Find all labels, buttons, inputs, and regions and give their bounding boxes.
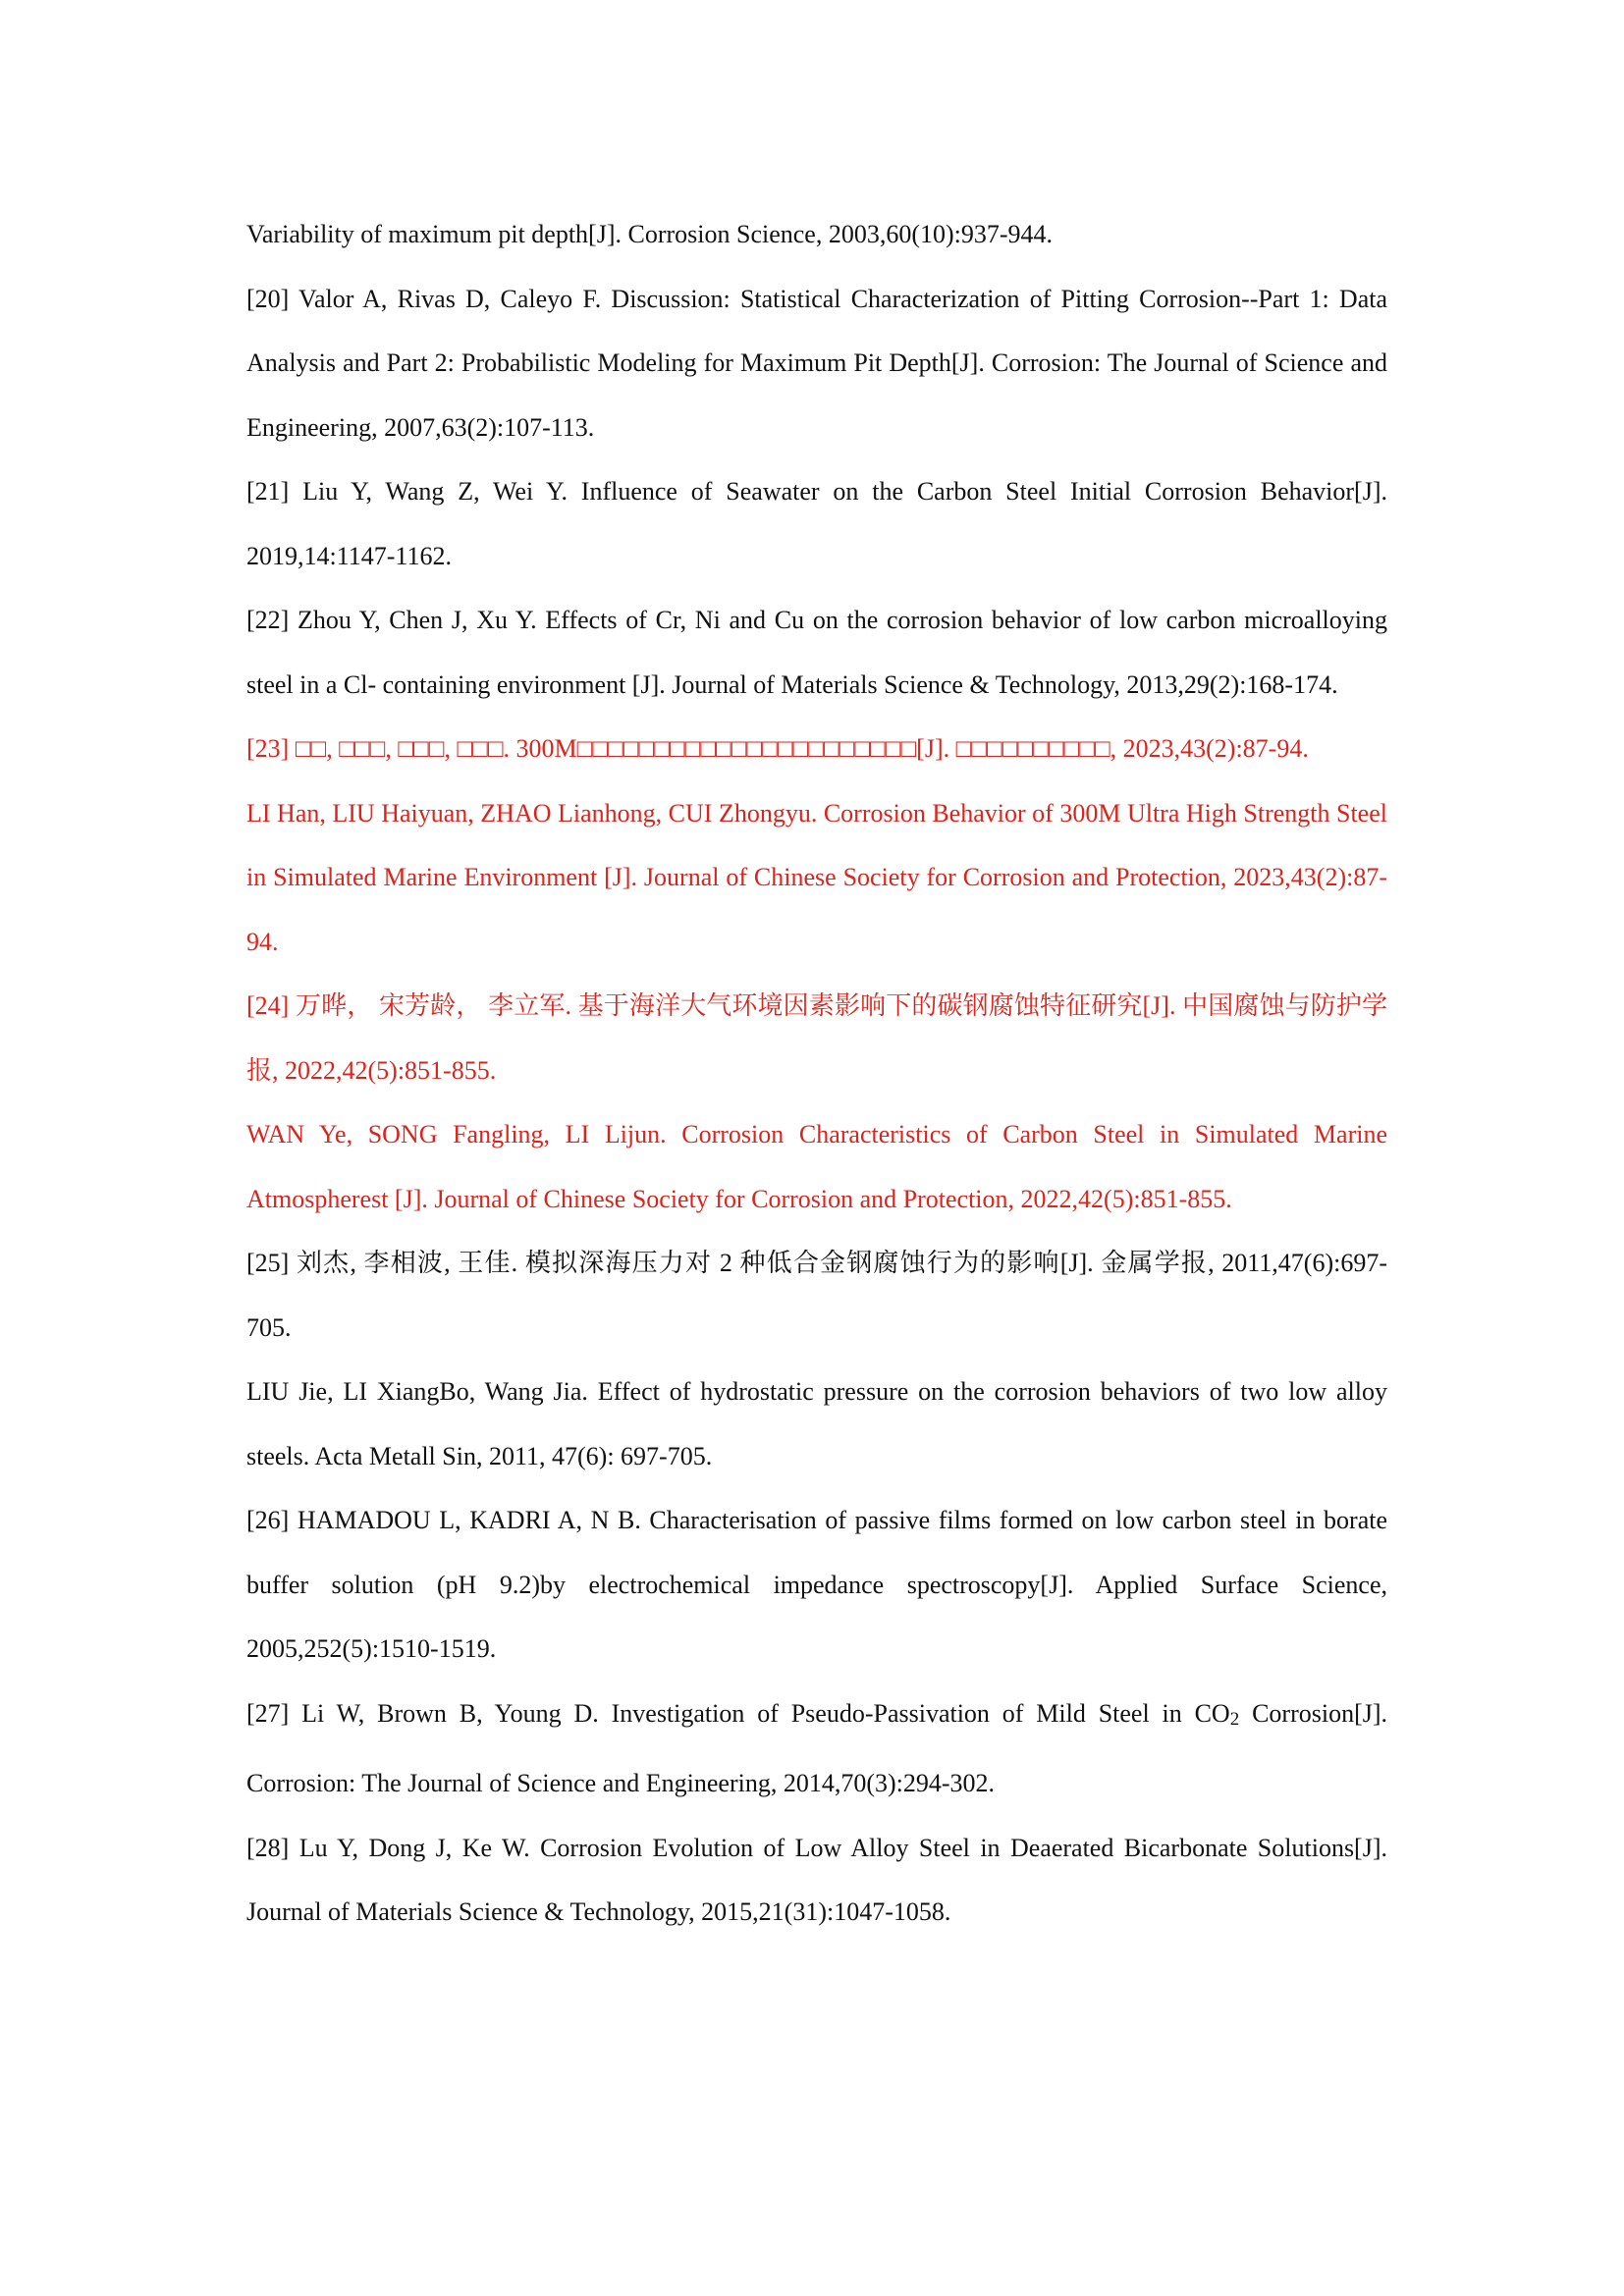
reference-26: [26] HAMADOU L, KADRI A, N B. Characterisation of passive films formed on low carbon steel in borate buffer solution (pH 9.2)by electrochemical impedance spectroscopy[J]. Applied Surface Science, 2005,252(5):1510-1519. (246, 1506, 1387, 1663)
reference-28: [28] Lu Y, Dong J, Ke W. Corrosion Evolution of Low Alloy Steel in Deaerated Bicarbonate Solutions[J]. Journal of Materials Science & Technology, 2015,21(31):1047-1058. (246, 1833, 1387, 1926)
reference-27-subscript: 2 (1229, 1708, 1240, 1730)
reference-24-english: WAN Ye, SONG Fangling, LI Lijun. Corrosion Characteristics of Carbon Steel in Simulated Marine Atmospherest [J]. Journal of Chinese Society for Corrosion and Protection, 2022,42(5):851-855. (246, 1120, 1387, 1213)
reference-23-chinese: [23] □□, □□□, □□□, □□□. 300M□□□□□□□□□□□□□□□□□□□□□□[J]. □□□□□□□□□□, 2023,43(2):87-94. (246, 734, 1309, 763)
reference-23-english: LI Han, LIU Haiyuan, ZHAO Lianhong, CUI Zhongyu. Corrosion Behavior of 300M Ultra High Strength Steel in Simulated Marine Environment [J]. Journal of Chinese Society for Corrosion and Protection, 2023,43(2):87-94. (246, 798, 1387, 956)
reference-27-text-after: Corrosion[J]. Corrosion: The Journal of Science and Engineering, 2014,70(3):294-302. (246, 1698, 1387, 1797)
reference-25-english: LIU Jie, LI XiangBo, Wang Jia. Effect of hydrostatic pressure on the corrosion behaviors of two low alloy steels. Acta Metall Sin, 2011, 47(6): 697-705. (246, 1377, 1387, 1470)
reference-27-text-before: [27] Li W, Brown B, Young D. Investigation of Pseudo-Passivation of Mild Steel in CO (246, 1698, 1230, 1728)
reference-21: [21] Liu Y, Wang Z, Wei Y. Influence of Seawater on the Carbon Steel Initial Corrosion Behavior[J]. 2019,14:1147-1162. (246, 477, 1387, 570)
reference-24-chinese: [24] 万晔， 宋芳龄， 李立军. 基于海洋大气环境因素影响下的碳钢腐蚀特征研究[J]. 中国腐蚀与防护学报, 2022,42(5):851-855. (246, 991, 1387, 1085)
reference-19-continuation: Variability of maximum pit depth[J]. Corrosion Science, 2003,60(10):937-944. (246, 220, 1054, 248)
reference-27 (246, 1682, 1387, 1816)
reference-list (246, 202, 1387, 1945)
reference-25-chinese: [25] 刘杰, 李相波, 王佳. 模拟深海压力对 2 种低合金钢腐蚀行为的影响[J]. 金属学报, 2011,47(6):697-705. (246, 1249, 1387, 1342)
reference-22: [22] Zhou Y, Chen J, Xu Y. Effects of Cr, Ni and Cu on the corrosion behavior of low carbon microalloying steel in a Cl- containing environment [J]. Journal of Materials Science & Technology, 2013,29(2):168-174. (246, 606, 1387, 699)
reference-20: [20] Valor A, Rivas D, Caleyo F. Discussion: Statistical Characterization of Pitting Corrosion--Part 1: Data Analysis and Part 2: Probabilistic Modeling for Maximum Pit Depth[J]. Corrosion: The Journal of Science and Engineering, 2007,63(2):107-113. (246, 284, 1387, 442)
